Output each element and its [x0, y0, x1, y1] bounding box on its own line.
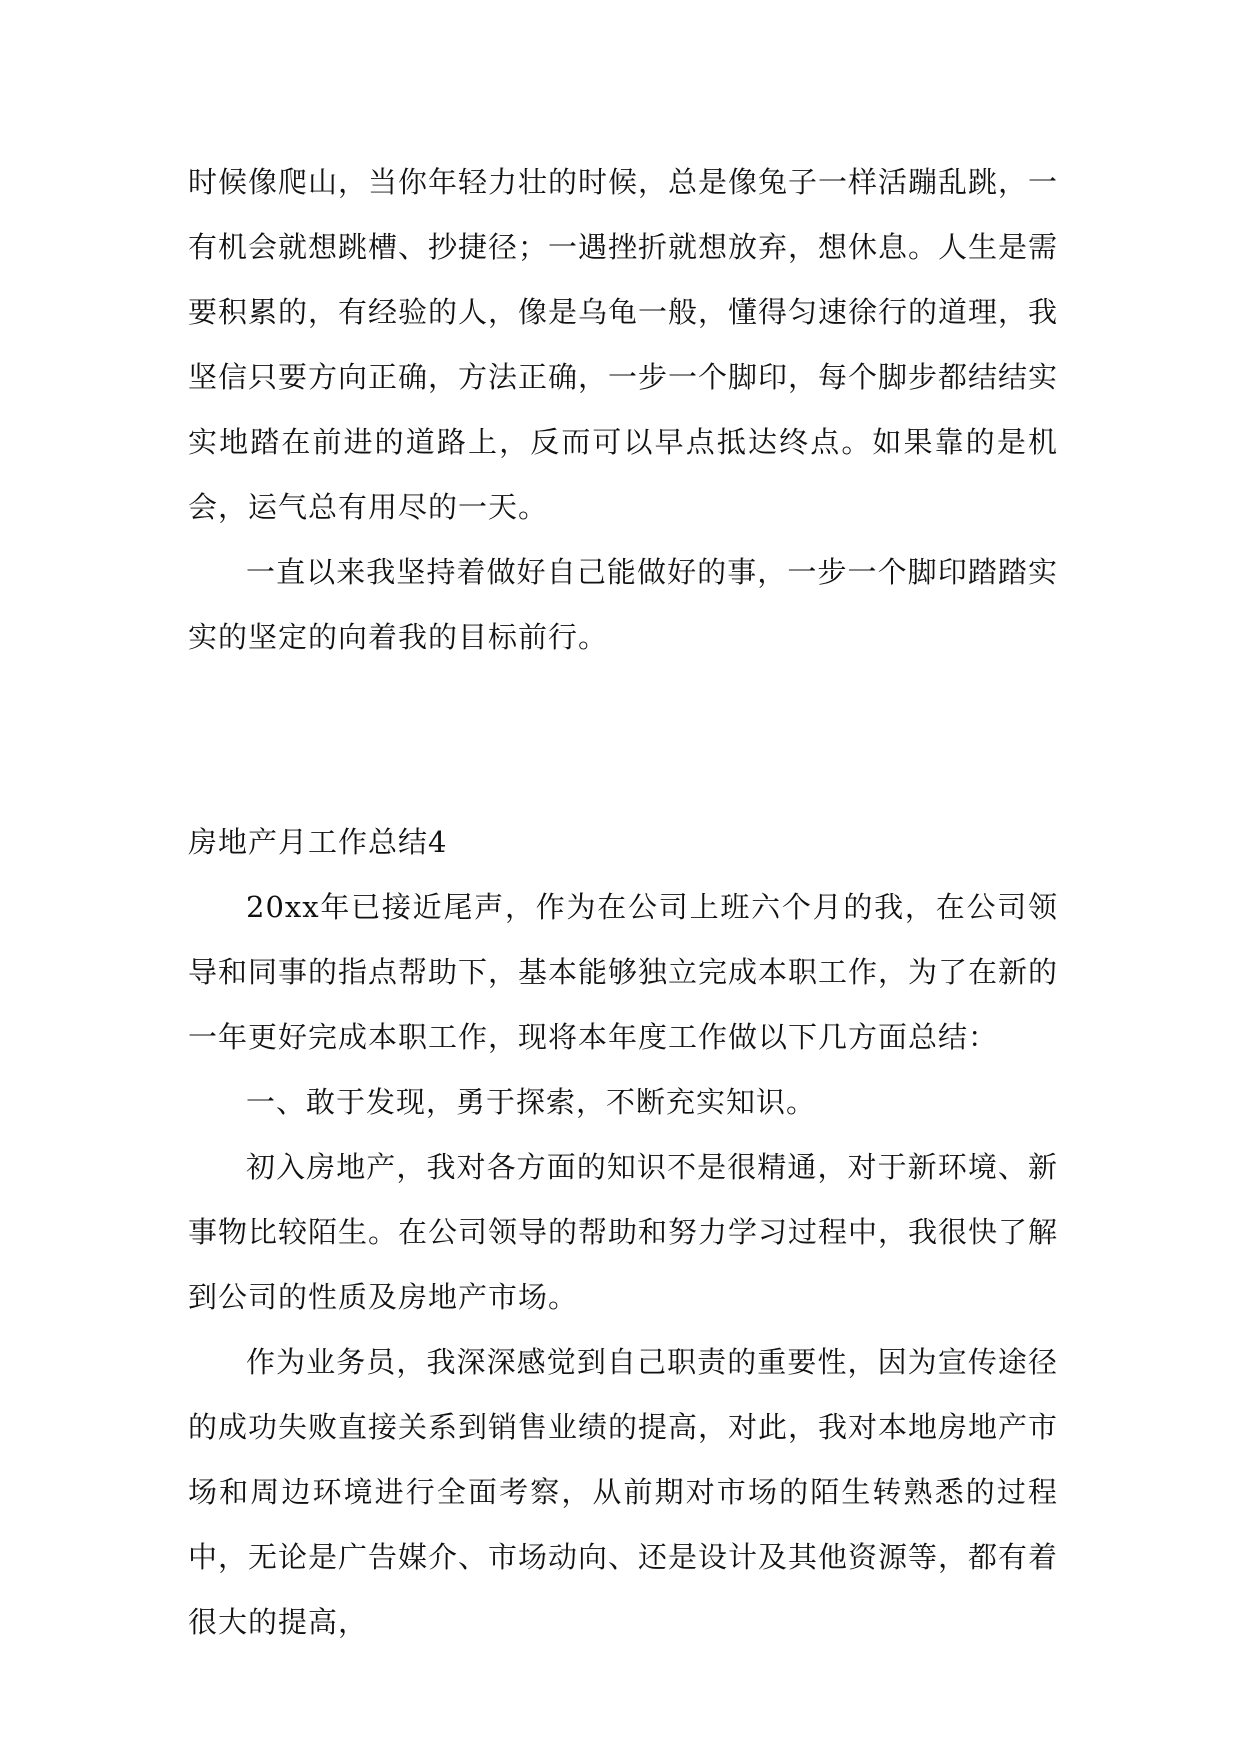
body-paragraph: 一直以来我坚持着做好自己能做好的事，一步一个脚印踏踏实实的坚定的向着我的目标前行。 [188, 555, 1058, 654]
subheading-paragraph: 一、敢于发现，勇于探索，不断充实知识。 [246, 1085, 817, 1119]
top-text-block [188, 150, 1058, 670]
body-paragraph: 作为业务员，我深深感觉到自己职责的重要性，因为宣传途径的成功失败直接关系到销售业绩的提高，对此，我对本地房地产市场和周边环境进行全面考察，从前期对市场的陌生转熟悉的过程中，无论是广告媒介、市场动向、还是设计及其他资源等，都有着很大的提高， [188, 1345, 1059, 1639]
section-heading: 房地产月工作总结4 [188, 825, 448, 859]
body-paragraph: 时候像爬山，当你年轻力壮的时候，总是像兔子一样活蹦乱跳，一有机会就想跳槽、抄捷径；一遇挫折就想放弃，想休息。人生是需要积累的，有经验的人，像是乌龟一般，懂得匀速徐行的道理，我坚信只要方向正确，方法正确，一步一个脚印，每个脚步都结结实实地踏在前进的道路上，反而可以早点抵达终点。如果靠的是机会，运气总有用尽的一天。 [188, 165, 1059, 524]
main-text-block [188, 810, 1058, 1655]
body-paragraph: 20xx年已接近尾声，作为在公司上班六个月的我，在公司领导和同事的指点帮助下，基本能够独立完成本职工作，为了在新的一年更好完成本职工作，现将本年度工作做以下几方面总结： [188, 890, 1059, 1054]
body-paragraph: 初入房地产，我对各方面的知识不是很精通，对于新环境、新事物比较陌生。在公司领导的帮助和努力学习过程中，我很快了解到公司的性质及房地产市场。 [188, 1150, 1059, 1314]
